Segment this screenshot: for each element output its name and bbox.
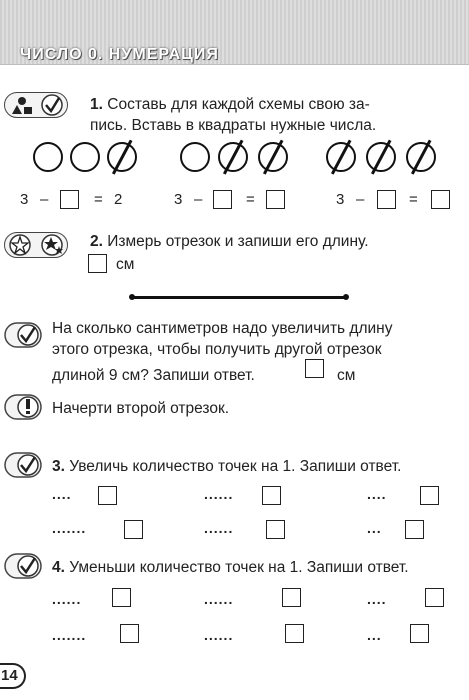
dot-group: ... — [367, 627, 382, 643]
task2-text — [90, 231, 369, 252]
answer-box[interactable] — [112, 588, 131, 607]
crossed-circle — [406, 142, 436, 172]
question-unit: см — [337, 367, 356, 384]
task2-number: 2. — [90, 233, 103, 250]
length-answer-box[interactable] — [88, 254, 107, 273]
segment-endpoint — [343, 294, 349, 300]
answer-box[interactable] — [410, 624, 429, 643]
answer-box[interactable] — [425, 588, 444, 607]
task2-instruction: Измерь отрезок и запиши его длину. — [107, 233, 369, 250]
answer-box[interactable] — [120, 624, 139, 643]
answer-box[interactable] — [420, 486, 439, 505]
task3-number: 3. — [52, 458, 65, 475]
expr1-eq: = — [94, 191, 103, 208]
dot-group: ... — [367, 520, 382, 536]
expr1-result: 2 — [114, 191, 123, 208]
answer-box[interactable] — [405, 520, 424, 539]
dot-group: ...... — [52, 591, 82, 607]
circle — [70, 142, 100, 172]
crossed-circle — [218, 142, 248, 172]
task3-instruction: Увеличь количество точек на 1. Запиши ответ. — [69, 458, 402, 475]
expr2-a: 3 — [174, 191, 183, 208]
crossed-circle — [107, 142, 137, 172]
expr2-eq: = — [246, 191, 255, 208]
dot-group: ...... — [204, 486, 234, 502]
task1-text — [90, 94, 450, 115]
segment-endpoint — [129, 294, 135, 300]
answer-box[interactable] — [213, 190, 232, 209]
stars-filled-icon — [41, 234, 65, 256]
answer-box[interactable] — [377, 190, 396, 209]
task1-line1: Составь для каждой схемы свою за- — [107, 96, 370, 113]
expr3-op: – — [356, 191, 365, 208]
expr3-a: 3 — [336, 191, 345, 208]
dot-group: ...... — [204, 591, 234, 607]
answer-box[interactable] — [124, 520, 143, 539]
answer-box[interactable] — [262, 486, 281, 505]
shapes-check-icon-group — [4, 92, 68, 118]
dot-group: ...... — [204, 520, 234, 536]
page-number: 14 — [1, 667, 18, 684]
task4-instruction: Уменьши количество точек на 1. Запиши ответ. — [69, 559, 409, 576]
check-icon — [41, 94, 63, 116]
dot-group: .... — [367, 591, 387, 607]
chapter-title: ЧИСЛО 0. НУМЕРАЦИЯ — [20, 46, 219, 63]
check-icon — [4, 321, 42, 349]
task1-number: 1. — [90, 96, 103, 113]
dot-group: .... — [367, 486, 387, 502]
draw-instruction: Начерти второй отрезок. — [52, 400, 230, 417]
answer-box[interactable] — [282, 588, 301, 607]
question-line1: На сколько сантиметров надо увеличить длину — [52, 320, 393, 337]
check-icon — [4, 552, 42, 580]
expr1-a: 3 — [20, 191, 29, 208]
question-line3: длиной 9 см? Запиши ответ. — [52, 367, 255, 384]
task4-text — [52, 557, 409, 578]
question-line2: этого отрезка, чтобы получить другой отрезок — [52, 341, 382, 358]
answer-box[interactable] — [266, 520, 285, 539]
circle — [33, 142, 63, 172]
check-icon — [4, 451, 42, 479]
stars-icon-group — [4, 232, 68, 258]
answer-box[interactable] — [266, 190, 285, 209]
shapes-icon — [9, 95, 35, 115]
expr3-eq: = — [409, 191, 418, 208]
dot-group: ....... — [52, 520, 87, 536]
segment-line — [131, 296, 347, 299]
task1-line2: пись. Вставь в квадраты нужные числа. — [90, 117, 377, 134]
task3-text — [52, 456, 401, 477]
crossed-circle — [326, 142, 356, 172]
star-outline-icon — [9, 234, 31, 256]
answer-box[interactable] — [431, 190, 450, 209]
expr2-op: – — [194, 191, 203, 208]
crossed-circle — [258, 142, 288, 172]
answer-box[interactable] — [98, 486, 117, 505]
answer-box[interactable] — [60, 190, 79, 209]
dot-group: ....... — [52, 627, 87, 643]
circle — [180, 142, 210, 172]
dot-group: .... — [52, 486, 72, 502]
expr1-op: – — [40, 191, 49, 208]
crossed-circle — [366, 142, 396, 172]
difference-answer-box[interactable] — [305, 359, 324, 378]
answer-box[interactable] — [285, 624, 304, 643]
unit-label: см — [116, 256, 135, 273]
exclamation-icon — [4, 393, 42, 421]
task4-number: 4. — [52, 559, 65, 576]
dot-group: ...... — [204, 627, 234, 643]
